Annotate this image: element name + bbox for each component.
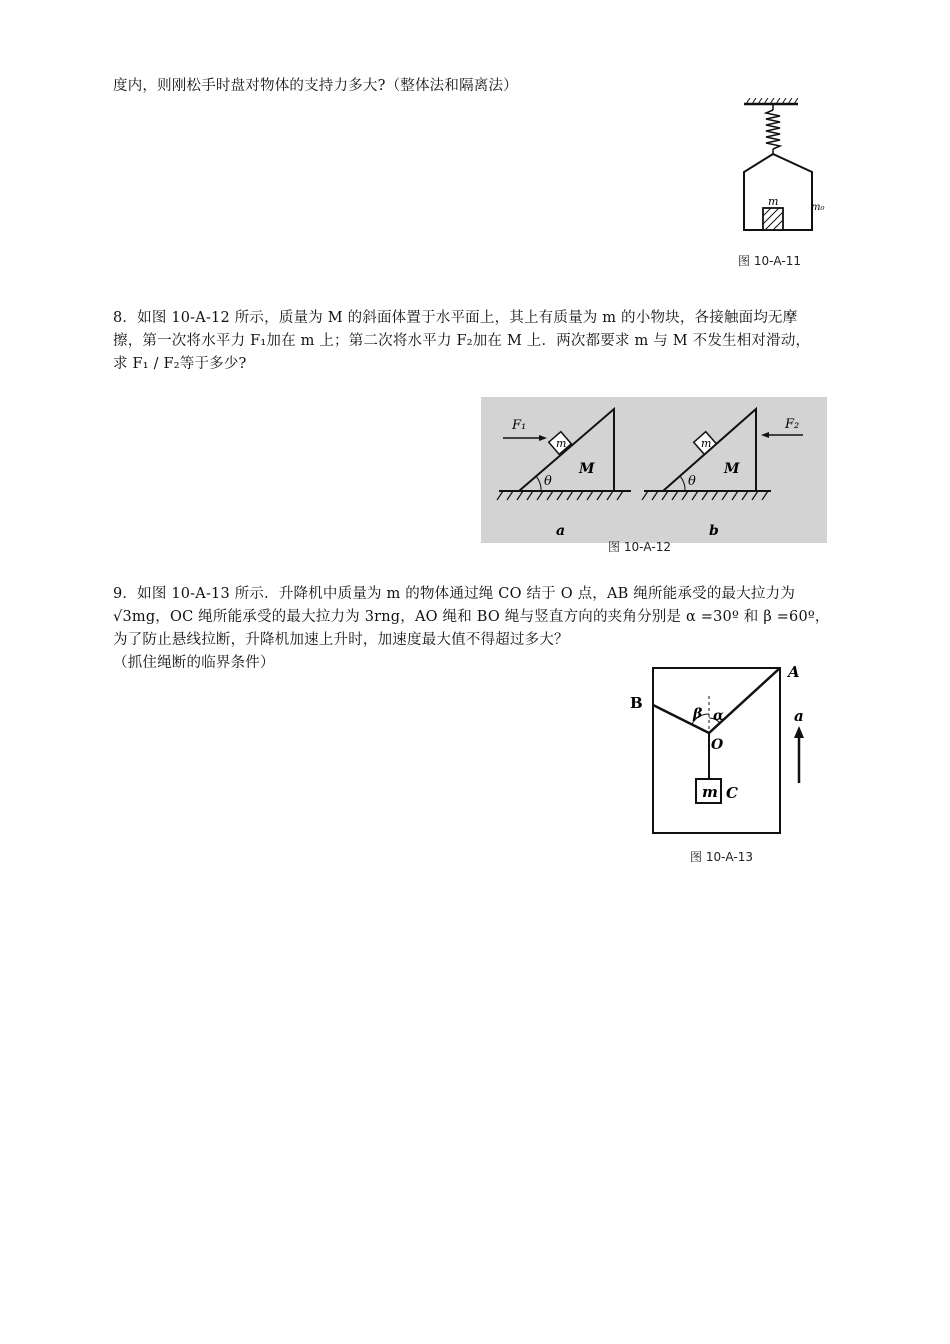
fig13-label-accel: a <box>794 707 804 725</box>
fig13-label-m: m <box>702 783 718 801</box>
intro-text <box>113 75 843 98</box>
figure-10-a-13 <box>625 658 815 840</box>
fig11-label-m: m <box>768 195 779 208</box>
question-8 <box>113 307 843 376</box>
fig13-label-b-point: B <box>630 694 643 712</box>
q9-line-3: 为了防止悬线拉断，升降机加速上升时，加速度最大值不得超过多大？ <box>113 632 569 648</box>
q8-line-2: 擦，第一次将水平力 F₁加在 m 上；第二次将水平力 F₂加在 M 上．两次都要求 m 与 M 不发生相对滑动， <box>113 333 811 349</box>
figure-10-a-12 <box>481 397 827 543</box>
fig12-label-f2: F₂ <box>785 417 800 432</box>
q9-line-4: （抓住绳断的临界条件） <box>113 655 275 671</box>
fig13-label-c: C <box>726 784 738 802</box>
fig12-b-label-m: m <box>701 437 712 450</box>
fig12-label-f1: F₁ <box>512 418 527 433</box>
fig13-label-beta: β <box>693 706 703 722</box>
figure-10-a-11 <box>728 98 828 238</box>
fig12-caption: 图 10-A-12 <box>608 540 671 554</box>
fig13-label-alpha: α <box>713 708 724 724</box>
fig12-b-label-M: M <box>724 461 740 477</box>
q8-line-1: 8．如图 10-A-12 所示，质量为 M 的斜面体置于水平面上，其上有质量为 m 的小物块，各接触面均无摩 <box>113 310 798 326</box>
fig12-a-label-m: m <box>556 437 567 450</box>
fig12-a-label-theta: θ <box>544 474 552 489</box>
fig11-label-m0: m₀ <box>811 202 825 213</box>
fig13-label-a-point: A <box>788 663 800 681</box>
q9-line-2: √3mg，OC 绳所能承受的最大拉力为 3rng，AO 绳和 BO 绳与竖直方向的夹角分别是 α =30º 和 β =60º， <box>113 609 830 625</box>
fig13-caption: 图 10-A-13 <box>690 850 753 864</box>
fig12-label-b: b <box>709 523 719 539</box>
fig12-label-a: a <box>556 523 566 539</box>
fig12-b-label-theta: θ <box>688 474 696 489</box>
intro-line-1: 度内，则刚松手时盘对物体的支持力多大?（整体法和隔离法） <box>113 78 518 94</box>
fig12-a-label-M: M <box>579 461 595 477</box>
q9-line-1: 9．如图 10-A-13 所示．升降机中质量为 m 的物体通过绳 CO 结于 O 点，AB 绳所能承受的最大拉力为 <box>113 586 796 602</box>
fig13-label-o: O <box>711 737 724 753</box>
q8-line-3: 求 F₁ / F₂等于多少? <box>113 356 247 372</box>
fig11-caption: 图 10-A-11 <box>738 254 801 268</box>
